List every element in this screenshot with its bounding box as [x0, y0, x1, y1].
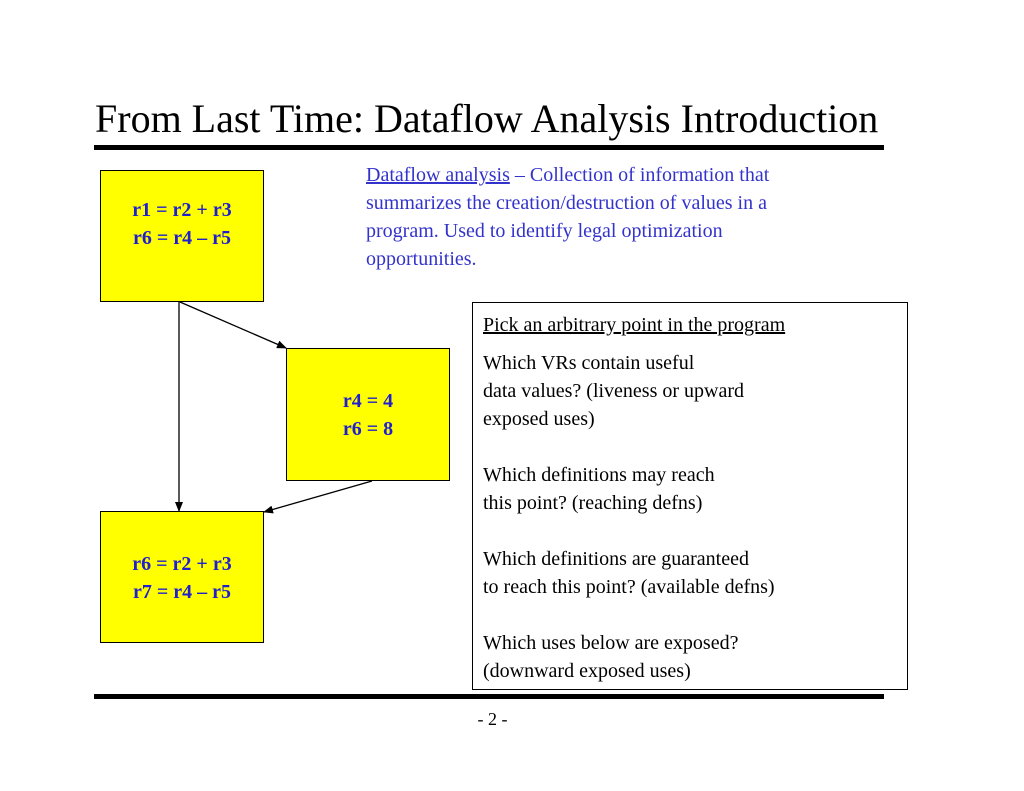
slide-title: From Last Time: Dataflow Analysis Introduction — [95, 96, 879, 141]
question-line: Which uses below are exposed? — [483, 632, 739, 654]
questions-box-heading: Pick an arbitrary point in the program — [483, 314, 786, 336]
block3-instruction: r7 = r4 – r5 — [132, 581, 232, 603]
footer-rule — [94, 694, 884, 699]
question-line: Which VRs contain useful — [483, 352, 695, 374]
page-number: - 2 - — [477, 709, 508, 729]
definition-text: – Collection of information that summarizes the creation/destruction of values in a program. Used to identify legal optimization opportunities. — [366, 164, 770, 270]
block2-instruction: r6 = 8 — [342, 418, 394, 440]
question-line: this point? (reaching defns) — [483, 492, 703, 514]
edge-block2-to-block3 — [264, 481, 372, 512]
basic-block-2 — [286, 348, 450, 481]
question-line: data values? (liveness or upward — [483, 380, 745, 402]
question-line: (downward exposed uses) — [483, 660, 691, 682]
question-line: Which definitions are guaranteed — [483, 548, 749, 570]
question-liveness — [483, 349, 897, 433]
question-available-defns — [483, 545, 897, 601]
block1-instruction: r6 = r4 – r5 — [132, 227, 232, 249]
block1-instruction: r1 = r2 + r3 — [132, 199, 232, 221]
block3-instruction: r6 = r2 + r3 — [132, 553, 232, 575]
definition-term: Dataflow analysis — [366, 164, 510, 186]
questions-box — [472, 302, 908, 690]
title-underline-rule — [94, 145, 884, 150]
edge-block1-to-block2 — [180, 302, 286, 348]
question-line: to reach this point? (available defns) — [483, 576, 775, 598]
question-line: Which definitions may reach — [483, 464, 715, 486]
basic-block-1 — [100, 170, 264, 302]
dataflow-definition — [366, 161, 816, 273]
question-downward-exposed — [483, 629, 897, 685]
basic-block-3 — [100, 511, 264, 643]
question-reaching-defns — [483, 461, 897, 517]
question-line: exposed uses) — [483, 408, 595, 430]
block2-instruction: r4 = 4 — [342, 390, 394, 412]
